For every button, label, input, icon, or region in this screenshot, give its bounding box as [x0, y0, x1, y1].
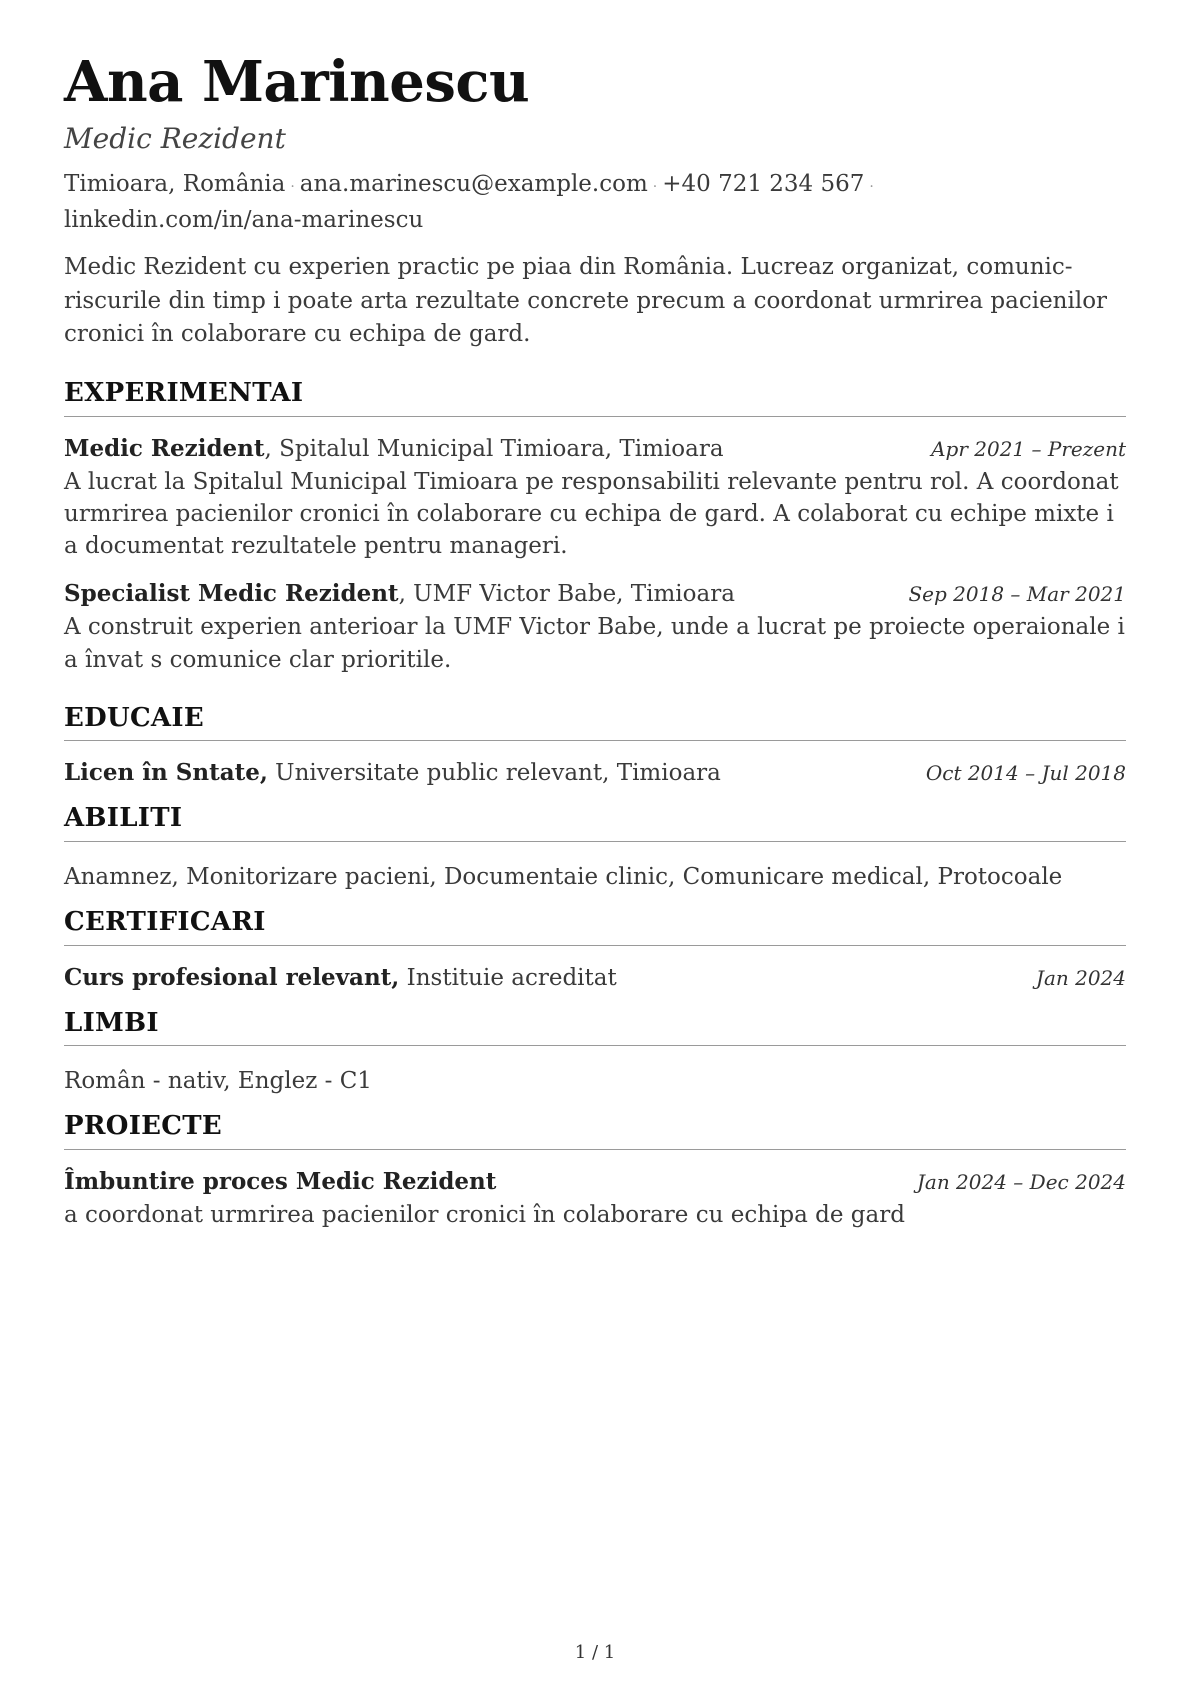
job-role: Medic Rezident — [64, 434, 265, 462]
page-number: 1 / 1 — [574, 1642, 616, 1663]
certification-name: Curs profesional relevant, — [64, 963, 400, 991]
entry-title — [64, 580, 735, 607]
skills-list: Anamnez, Monitorizare pacieni, Documentaie clinic, Comunicare medical, Protocoale — [64, 863, 1063, 890]
email-link[interactable]: ana.marinescu@example.com — [299, 170, 648, 197]
entry-title — [64, 1168, 496, 1195]
section-heading: EDUCAIE — [64, 704, 1126, 742]
project-name: Îmbuntire proces Medic Rezident — [64, 1167, 497, 1195]
education-entry — [64, 759, 1126, 786]
project-entry — [64, 1168, 1126, 1231]
separator-dot: · — [290, 178, 295, 195]
phone: +40 721 234 567 — [662, 170, 865, 197]
section-heading: EXPERIMENTAI — [64, 379, 1126, 417]
degree: Licen în Sntate, — [64, 759, 268, 787]
entry-description: a coordonat urmrirea pacienilor cronici în colaborare cu echipa de gard — [64, 1201, 905, 1228]
job-role: Specialist Medic Rezident — [64, 580, 399, 608]
separator-dot: · — [869, 178, 874, 195]
section-heading: ABILITI — [64, 804, 1126, 842]
entry-date: Apr 2021 – Prezent — [931, 436, 1126, 461]
section-heading: PROIECTE — [64, 1112, 1126, 1150]
candidate-title: Medic Rezident — [64, 122, 286, 155]
languages-section — [64, 1009, 1126, 1095]
candidate-name: Ana Marinescu — [64, 49, 530, 115]
entry-date: Jan 2024 – Dec 2024 — [916, 1169, 1126, 1194]
location: Timioara, România — [64, 170, 286, 197]
entry-title — [64, 964, 617, 991]
linkedin-link[interactable]: linkedin.com/in/ana-marinescu — [64, 207, 424, 234]
projects-section — [64, 1112, 1126, 1231]
job-org: , Spitalul Municipal Timioara, Timioara — [264, 435, 724, 462]
entry-title — [64, 759, 721, 786]
experience-entry — [64, 435, 1126, 563]
section-heading: CERTIFICARI — [64, 908, 1126, 946]
entry-description: A lucrat la Spitalul Municipal Timioara pe responsabiliti relevante pentru rol. A coordonat urmrirea pacienilor cronici în colaborare cu echipa de gard. A colaborat cu echipe mixte i a documentat rezultatele pentru manageri. — [64, 468, 1119, 560]
contact-line — [64, 166, 1126, 240]
education-section — [64, 704, 1126, 787]
section-heading: LIMBI — [64, 1009, 1126, 1047]
school: Universitate public relevant, Timioara — [267, 760, 721, 787]
certification-issuer: Instituie acreditat — [399, 964, 617, 991]
separator-dot: · — [652, 178, 658, 195]
experience-section — [64, 379, 1126, 676]
job-org: , UMF Victor Babe, Timioara — [398, 581, 735, 608]
certifications-section — [64, 908, 1126, 991]
entry-title — [64, 435, 724, 462]
experience-entry — [64, 580, 1126, 675]
languages-list: Român - nativ, Englez - C1 — [64, 1068, 372, 1095]
entry-date: Sep 2018 – Mar 2021 — [908, 582, 1126, 607]
entry-date: Oct 2014 – Jul 2018 — [925, 761, 1126, 786]
entry-description: A construit experien anterioar la UMF Victor Babe, unde a lucrat pe proiecte operaionale i a învat s comunice clar prioritile. — [64, 614, 1125, 673]
entry-date: Jan 2024 — [1035, 965, 1126, 990]
skills-section — [64, 804, 1126, 890]
profile-summary: Medic Rezident cu experien practic pe piaa din România. Lucreaz organizat, comunic- riscurile din timp i poate arta rezultate concrete precum a coordonat urmrirea pacienilor cronici în colaborare cu echipa de gard. — [64, 254, 1108, 347]
certification-entry — [64, 964, 1126, 991]
